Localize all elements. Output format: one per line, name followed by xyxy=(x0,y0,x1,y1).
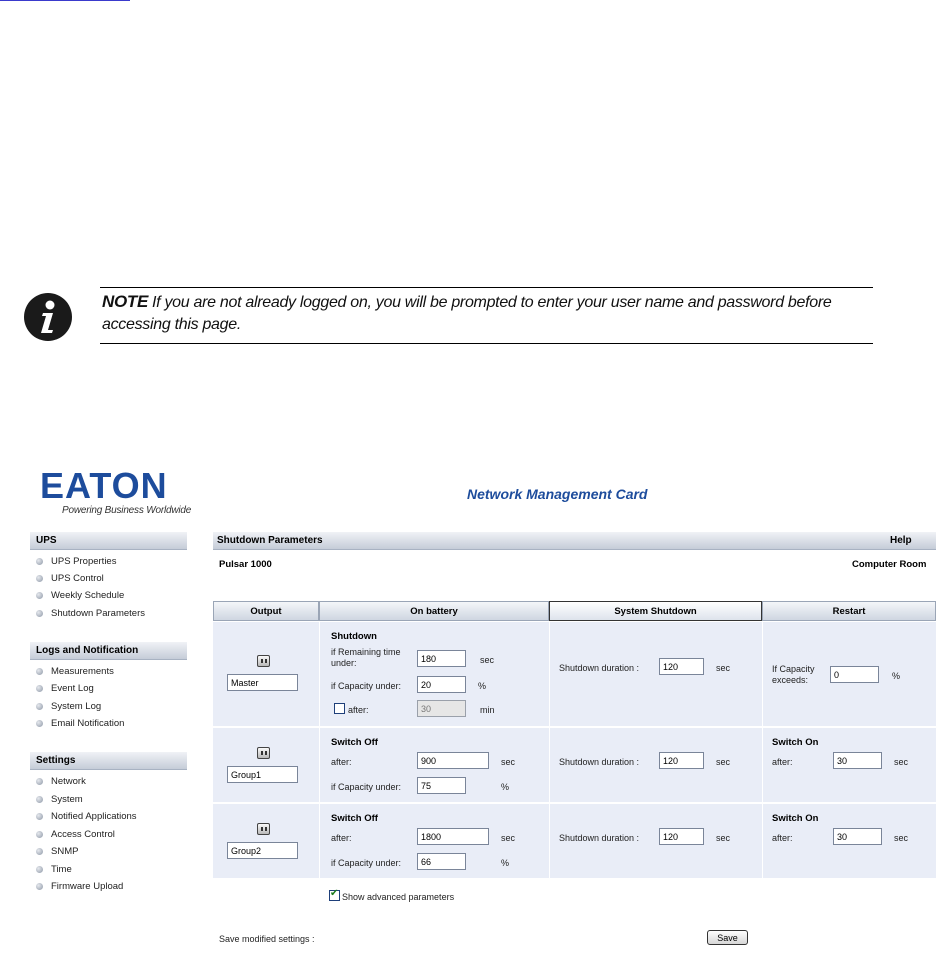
group1-capacity-input[interactable] xyxy=(417,777,466,794)
sidebar-item-label: Email Notification xyxy=(51,717,125,729)
sidebar-item-label: Notified Applications xyxy=(51,810,137,822)
master-shutdown-duration-input[interactable] xyxy=(659,658,704,675)
logo-tagline: Powering Business Worldwide xyxy=(62,505,192,516)
sidebar-item-event-log[interactable] xyxy=(36,680,94,696)
master-section-title: Shutdown xyxy=(331,631,377,642)
after-checkbox[interactable] xyxy=(334,703,345,714)
sidebar-item-label: Measurements xyxy=(51,665,114,677)
column-header-restart: Restart xyxy=(762,601,936,621)
sidebar-item-label: Access Control xyxy=(51,828,115,840)
device-name: Pulsar 1000 xyxy=(219,559,272,570)
group1-restart-section-title: Switch On xyxy=(772,737,819,748)
sidebar-item-snmp[interactable] xyxy=(36,843,78,859)
column-header-on-battery: On battery xyxy=(319,601,549,621)
sidebar-item-label: UPS Control xyxy=(51,572,104,584)
sidebar-item-label: Network xyxy=(51,775,86,787)
group2-shutdown-duration-input[interactable] xyxy=(659,828,704,845)
sidebar-item-label: Event Log xyxy=(51,682,94,694)
group2-capacity-unit: % xyxy=(501,858,510,868)
help-link[interactable]: Help xyxy=(890,535,912,546)
sidebar-item-time[interactable] xyxy=(36,861,72,877)
restart-capacity-unit: % xyxy=(892,671,901,681)
bullet-icon xyxy=(36,610,43,617)
group2-section-title: Switch Off xyxy=(331,813,378,824)
note-label: NOTE xyxy=(102,292,149,311)
group1-capacity-label: if Capacity under: xyxy=(331,782,402,792)
bullet-icon xyxy=(36,848,43,855)
note-rule-bottom xyxy=(100,343,873,344)
info-icon xyxy=(23,292,73,342)
column-divider xyxy=(762,622,763,880)
capacity-under-input[interactable] xyxy=(417,676,466,693)
app-title: Network Management Card xyxy=(467,486,648,502)
capacity-under-unit: % xyxy=(478,681,487,691)
sidebar-item-ups-properties[interactable] xyxy=(36,553,116,569)
socket-icon xyxy=(257,823,270,835)
restart-capacity-label: If Capacity exceeds: xyxy=(772,664,815,685)
socket-icon xyxy=(257,655,270,667)
note-text xyxy=(102,291,872,336)
remaining-time-unit: sec xyxy=(480,655,495,665)
shutdown-duration-unit: sec xyxy=(716,663,731,673)
shutdown-duration-unit: sec xyxy=(716,833,731,843)
sidebar-item-ups-control[interactable] xyxy=(36,570,104,586)
save-prompt: Save modified settings : xyxy=(219,934,315,944)
page-title: Shutdown Parameters xyxy=(213,532,936,550)
after-minutes-unit: min xyxy=(480,705,495,715)
group2-capacity-input[interactable] xyxy=(417,853,466,870)
bullet-icon xyxy=(36,668,43,675)
group2-output-name-input[interactable] xyxy=(227,842,298,859)
sidebar-item-weekly-schedule[interactable] xyxy=(36,587,124,603)
bullet-icon xyxy=(36,703,43,710)
group2-after-unit: sec xyxy=(501,833,516,843)
shutdown-duration-label: Shutdown duration : xyxy=(559,757,640,767)
master-output-name-input[interactable] xyxy=(227,674,298,691)
sidebar-item-label: Firmware Upload xyxy=(51,880,124,892)
bullet-icon xyxy=(36,813,43,820)
sidebar-item-shutdown-parameters[interactable] xyxy=(36,605,145,621)
sidebar-item-label: UPS Properties xyxy=(51,555,117,567)
group2-capacity-label: if Capacity under: xyxy=(331,858,402,868)
sidebar-item-measurements[interactable] xyxy=(36,663,114,679)
note-body: If you are not already logged on, you will be prompted to enter your user name and password before accessing this page. xyxy=(102,294,832,333)
bullet-icon xyxy=(36,796,43,803)
remaining-time-input[interactable] xyxy=(417,650,466,667)
save-button[interactable]: Save xyxy=(707,930,748,945)
column-divider xyxy=(549,622,550,880)
sidebar-item-label: System Log xyxy=(51,700,102,712)
group1-after-unit: sec xyxy=(501,757,516,767)
bullet-icon xyxy=(36,720,43,727)
restart-capacity-input[interactable] xyxy=(830,666,879,683)
group1-output-name-input[interactable] xyxy=(227,766,298,783)
sidebar-item-label: Time xyxy=(51,863,72,875)
group1-after-input[interactable] xyxy=(417,752,489,769)
bullet-icon xyxy=(36,592,43,599)
sidebar-section-logs: Logs and Notification xyxy=(30,642,187,660)
column-header-output: Output xyxy=(213,601,319,621)
sidebar-item-system[interactable] xyxy=(36,791,83,807)
show-advanced-label: Show advanced parameters xyxy=(342,892,455,902)
sidebar-item-label: System xyxy=(51,793,83,805)
top-link-underline xyxy=(0,0,130,1)
group1-restart-after-input[interactable] xyxy=(833,752,882,769)
socket-icon xyxy=(257,747,270,759)
shutdown-duration-label: Shutdown duration : xyxy=(559,833,640,843)
group1-restart-after-label: after: xyxy=(772,757,793,767)
bullet-icon xyxy=(36,866,43,873)
sidebar-item-notified-applications[interactable] xyxy=(36,808,137,824)
group2-restart-section-title: Switch On xyxy=(772,813,819,824)
shutdown-duration-unit: sec xyxy=(716,757,731,767)
column-header-system-shutdown: System Shutdown xyxy=(549,601,762,621)
group2-restart-after-unit: sec xyxy=(894,833,909,843)
sidebar-item-label: Shutdown Parameters xyxy=(51,607,145,619)
group1-capacity-unit: % xyxy=(501,782,510,792)
eaton-logo xyxy=(40,465,192,518)
sidebar-item-label: SNMP xyxy=(51,845,79,857)
after-minutes-input[interactable] xyxy=(417,700,466,717)
sidebar-item-email-notification[interactable] xyxy=(36,715,124,731)
bullet-icon xyxy=(36,685,43,692)
group2-restart-after-label: after: xyxy=(772,833,793,843)
group2-restart-after-input[interactable] xyxy=(833,828,882,845)
logo-word: EATON xyxy=(40,465,168,506)
sidebar-item-access-control[interactable] xyxy=(36,826,115,842)
column-divider xyxy=(319,622,320,880)
group1-shutdown-duration-input[interactable] xyxy=(659,752,704,769)
sidebar-section-settings: Settings xyxy=(30,752,187,770)
group1-restart-after-unit: sec xyxy=(894,757,909,767)
shutdown-duration-label: Shutdown duration : xyxy=(559,663,640,673)
sidebar-section-ups: UPS xyxy=(30,532,187,550)
capacity-under-label: if Capacity under: xyxy=(331,681,402,691)
bullet-icon xyxy=(36,883,43,890)
after-label: after: xyxy=(348,705,369,715)
bullet-icon xyxy=(36,778,43,785)
group2-after-input[interactable] xyxy=(417,828,489,845)
bullet-icon xyxy=(36,575,43,582)
bullet-icon xyxy=(36,831,43,838)
bullet-icon xyxy=(36,558,43,565)
group1-after-label: after: xyxy=(331,757,352,767)
sidebar-item-label: Weekly Schedule xyxy=(51,589,125,601)
group2-after-label: after: xyxy=(331,833,352,843)
device-location: Computer Room xyxy=(852,559,927,570)
sidebar-item-system-log[interactable] xyxy=(36,698,101,714)
note-rule-top xyxy=(100,287,873,288)
show-advanced-checkbox[interactable] xyxy=(329,890,340,901)
remaining-time-label: if Remaining time under: xyxy=(331,647,401,668)
sidebar-item-firmware-upload[interactable] xyxy=(36,878,123,894)
sidebar-item-network[interactable] xyxy=(36,773,86,789)
group1-section-title: Switch Off xyxy=(331,737,378,748)
